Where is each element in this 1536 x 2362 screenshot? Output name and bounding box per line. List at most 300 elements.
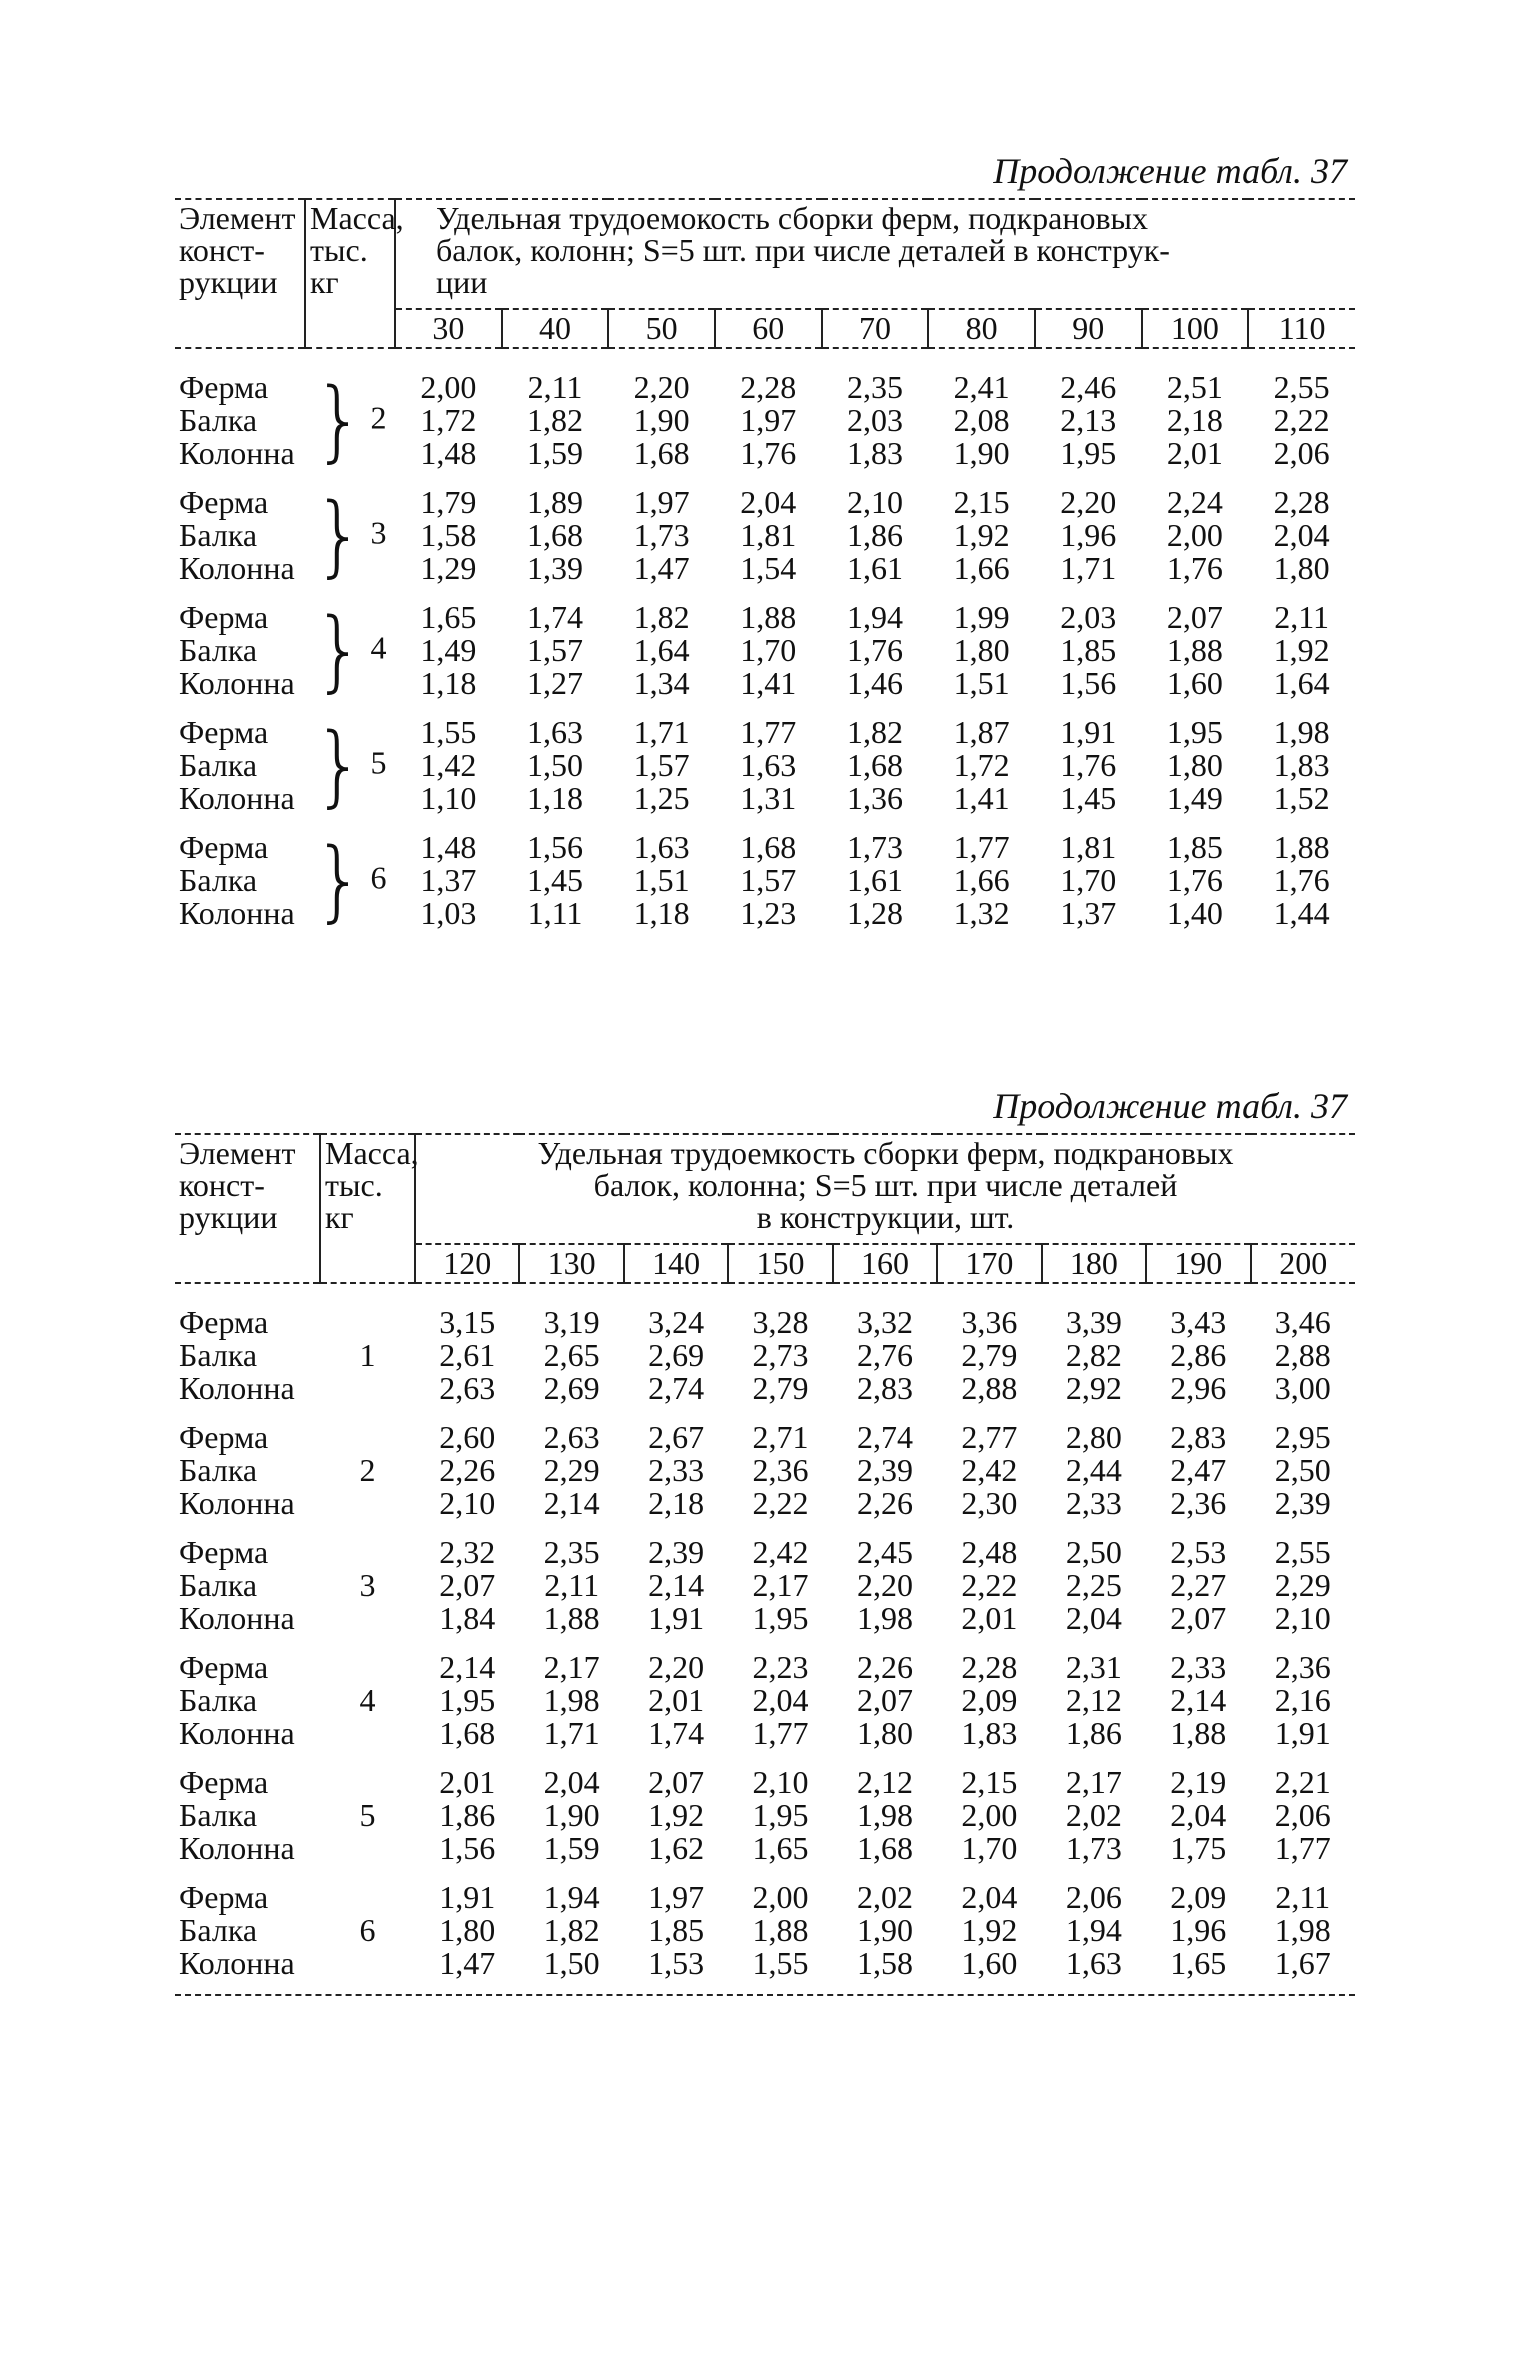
value-cell: 1,59 (543, 1830, 600, 1866)
main-header-line: Удельная трудоемокость сборки ферм, подкрановых (436, 200, 1149, 236)
value-cell: 2,76 (856, 1337, 913, 1373)
value-cell: 2,33 (1065, 1485, 1122, 1521)
value-cell: 2,42 (752, 1534, 809, 1570)
brace-symbol: } (313, 368, 365, 472)
value-cell: 1,37 (1060, 895, 1117, 931)
value-cell: 2,06 (1274, 1797, 1331, 1833)
value-cell: 1,34 (633, 665, 690, 701)
mass-group (175, 1283, 1355, 1405)
count-header-cell: 100 (1142, 309, 1249, 348)
value-cell: 2,17 (752, 1567, 809, 1603)
value-cell: 1,44 (1273, 895, 1330, 931)
value-cell: 1,68 (846, 747, 903, 783)
mass-group (175, 470, 1355, 585)
count-header-cell: 30 (395, 309, 502, 348)
element-name: Колонна (179, 1945, 295, 1981)
value-cell: 2,48 (961, 1534, 1018, 1570)
value-cell: 2,04 (1273, 517, 1330, 553)
value-cell: 2,14 (648, 1567, 705, 1603)
value-cell: 1,98 (543, 1682, 600, 1718)
value-cell: 1,50 (543, 1945, 600, 1981)
table-row (175, 1405, 1355, 1454)
count-header-cell: 180 (1042, 1244, 1146, 1283)
value-cell: 1,92 (648, 1797, 705, 1833)
value-cell: 1,92 (961, 1912, 1018, 1948)
value-cell: 2,20 (856, 1567, 913, 1603)
mass-cell (305, 700, 395, 815)
value-cell: 2,74 (648, 1370, 705, 1406)
value-cell: 2,29 (1274, 1567, 1331, 1603)
value-cell: 1,98 (856, 1797, 913, 1833)
table-1-block (175, 150, 1355, 930)
main-header (415, 1134, 1355, 1244)
value-cell: 2,06 (1273, 435, 1330, 471)
value-cell: 2,25 (1065, 1567, 1122, 1603)
value-cell: 1,25 (633, 780, 690, 816)
table-row (175, 470, 1355, 519)
value-cell: 2,24 (1166, 484, 1223, 520)
value-cell: 2,55 (1274, 1534, 1331, 1570)
value-cell: 1,97 (648, 1879, 705, 1915)
value-cell: 1,62 (648, 1830, 705, 1866)
value-cell: 1,86 (439, 1797, 496, 1833)
mass-group (175, 815, 1355, 930)
value-cell: 3,43 (1170, 1304, 1227, 1340)
value-cell: 2,17 (1065, 1764, 1122, 1800)
value-cell: 1,82 (543, 1912, 600, 1948)
value-cell: 2,10 (439, 1485, 496, 1521)
value-cell: 1,51 (633, 862, 690, 898)
value-cell: 2,83 (1170, 1419, 1227, 1455)
value-cell: 1,83 (1273, 747, 1330, 783)
value-cell: 1,54 (740, 550, 797, 586)
value-cell: 1,64 (633, 632, 690, 668)
value-cell: 1,76 (740, 435, 797, 471)
value-cell: 1,88 (1170, 1715, 1227, 1751)
value-cell: 1,56 (439, 1830, 496, 1866)
value-cell: 2,04 (1065, 1600, 1122, 1636)
value-cell: 2,11 (1275, 1879, 1331, 1915)
value-cell: 2,46 (1060, 369, 1117, 405)
value-cell: 2,95 (1274, 1419, 1331, 1455)
value-cell: 2,07 (1166, 599, 1223, 635)
value-cell: 2,82 (1065, 1337, 1122, 1373)
element-name: Колонна (179, 435, 295, 471)
value-cell: 2,13 (1060, 402, 1117, 438)
mass-group (175, 1405, 1355, 1520)
value-cell: 2,36 (1170, 1485, 1227, 1521)
value-cell: 1,68 (633, 435, 690, 471)
value-cell: 1,61 (846, 550, 903, 586)
value-cell: 1,76 (1060, 747, 1117, 783)
value-cell: 1,85 (1060, 632, 1117, 668)
value-cell: 1,98 (856, 1600, 913, 1636)
value-cell: 1,97 (740, 402, 797, 438)
value-cell: 2,11 (1274, 599, 1330, 635)
value-cell: 2,39 (856, 1452, 913, 1488)
value-cell: 1,76 (1273, 862, 1330, 898)
value-cell: 1,58 (420, 517, 477, 553)
value-cell: 1,57 (526, 632, 583, 668)
mass-value: 5 (359, 1797, 376, 1833)
value-cell: 1,59 (526, 435, 583, 471)
value-cell: 1,71 (543, 1715, 600, 1751)
bottom-rule (175, 1994, 1355, 1996)
mass-cell (320, 1283, 415, 1405)
value-cell: 1,46 (846, 665, 903, 701)
value-cell: 1,41 (740, 665, 797, 701)
value-cell: 2,04 (543, 1764, 600, 1800)
value-cell: 1,70 (961, 1830, 1018, 1866)
table-row (175, 1865, 1355, 1914)
brace-symbol: } (313, 598, 365, 702)
count-header-cell: 190 (1146, 1244, 1250, 1283)
element-name: Балка (179, 747, 258, 783)
value-cell: 2,45 (856, 1534, 913, 1570)
value-cell: 2,06 (1065, 1879, 1122, 1915)
mass-value: 1 (359, 1337, 376, 1373)
table-row (175, 585, 1355, 634)
value-cell: 1,58 (856, 1945, 913, 1981)
value-cell: 1,98 (1274, 1912, 1331, 1948)
value-cell: 1,70 (740, 632, 797, 668)
value-cell: 1,63 (633, 829, 690, 865)
value-cell: 1,39 (526, 550, 583, 586)
value-cell: 1,47 (633, 550, 690, 586)
value-cell: 2,61 (439, 1337, 496, 1373)
table-row (175, 700, 1355, 749)
value-cell: 2,65 (543, 1337, 600, 1373)
mass-cell (305, 470, 395, 585)
value-cell: 2,83 (856, 1370, 913, 1406)
element-name: Балка (179, 1912, 258, 1948)
value-cell: 1,86 (846, 517, 903, 553)
value-cell: 2,11 (527, 369, 583, 405)
value-cell: 2,80 (1065, 1419, 1122, 1455)
value-cell: 2,10 (1274, 1600, 1331, 1636)
value-cell: 2,18 (1166, 402, 1223, 438)
value-cell: 1,61 (846, 862, 903, 898)
value-cell: 1,71 (1060, 550, 1117, 586)
value-cell: 2,73 (752, 1337, 809, 1373)
value-cell: 2,00 (420, 369, 477, 405)
mass-cell (305, 348, 395, 470)
value-cell: 2,42 (961, 1452, 1018, 1488)
value-cell: 1,65 (752, 1830, 809, 1866)
main-header-line: в конструкции, шт. (756, 1199, 1015, 1235)
value-cell: 1,63 (1065, 1945, 1122, 1981)
value-cell: 2,26 (856, 1649, 913, 1685)
value-cell: 3,00 (1274, 1370, 1331, 1406)
value-cell: 2,26 (439, 1452, 496, 1488)
count-header-cell: 120 (415, 1244, 519, 1283)
value-cell: 2,20 (633, 369, 690, 405)
value-cell: 2,30 (961, 1485, 1018, 1521)
value-cell: 1,65 (420, 599, 477, 635)
value-cell: 2,02 (856, 1879, 913, 1915)
value-cell: 2,16 (1274, 1682, 1331, 1718)
element-name: Ферма (179, 599, 269, 635)
value-cell: 3,36 (961, 1304, 1018, 1340)
table-2-block (175, 1085, 1355, 1996)
main-header-line: балок, колонн; S=5 шт. при числе деталей в конструк- (436, 232, 1170, 268)
value-cell: 1,99 (953, 599, 1010, 635)
value-cell: 1,80 (439, 1912, 496, 1948)
mass-value: 4 (370, 628, 387, 665)
element-header-line: конст- (179, 232, 265, 268)
value-cell: 2,00 (752, 1879, 809, 1915)
value-cell: 2,01 (1166, 435, 1223, 471)
element-header-line: рукции (179, 264, 278, 300)
value-cell: 1,68 (740, 829, 797, 865)
value-cell: 2,96 (1170, 1370, 1227, 1406)
value-cell: 2,77 (961, 1419, 1018, 1455)
value-cell: 2,14 (543, 1485, 600, 1521)
mass-group (175, 348, 1355, 470)
element-name: Балка (179, 402, 258, 438)
element-name: Колонна (179, 1370, 295, 1406)
value-cell: 1,68 (856, 1830, 913, 1866)
mass-header (320, 1134, 419, 1283)
mass-cell (305, 815, 395, 930)
value-cell: 2,18 (648, 1485, 705, 1521)
value-cell: 3,19 (543, 1304, 600, 1340)
value-cell: 2,88 (1274, 1337, 1331, 1373)
element-name: Колонна (179, 550, 295, 586)
element-name: Балка (179, 1682, 258, 1718)
mass-group (175, 1635, 1355, 1750)
count-header-cell: 60 (715, 309, 822, 348)
value-cell: 1,90 (856, 1912, 913, 1948)
value-cell: 2,20 (648, 1649, 705, 1685)
table-row (175, 1635, 1355, 1684)
value-cell: 1,73 (633, 517, 690, 553)
element-name: Колонна (179, 1715, 295, 1751)
value-cell: 1,73 (846, 829, 903, 865)
value-cell: 2,10 (752, 1764, 809, 1800)
table-row (175, 815, 1355, 864)
value-cell: 1,65 (1170, 1945, 1227, 1981)
value-cell: 1,79 (420, 484, 477, 520)
value-cell: 1,95 (1166, 714, 1223, 750)
value-cell: 1,45 (526, 862, 583, 898)
value-cell: 1,91 (1060, 714, 1117, 750)
count-header-cell: 170 (937, 1244, 1041, 1283)
value-cell: 1,80 (1273, 550, 1330, 586)
value-cell: 1,77 (740, 714, 797, 750)
value-cell: 2,26 (856, 1485, 913, 1521)
value-cell: 2,04 (740, 484, 797, 520)
value-cell: 2,92 (1065, 1370, 1122, 1406)
value-cell: 1,67 (1274, 1945, 1331, 1981)
element-name: Балка (179, 1567, 258, 1603)
value-cell: 2,86 (1170, 1337, 1227, 1373)
main-header-line: Удельная трудоемкость сборки ферм, подкрановых (537, 1135, 1234, 1171)
count-header-cell: 90 (1035, 309, 1142, 348)
table-1-caption: Продолжение табл. 37 (993, 151, 1347, 191)
brace-symbol: } (313, 828, 365, 932)
element-name: Балка (179, 1337, 258, 1373)
value-cell: 1,84 (439, 1600, 496, 1636)
value-cell: 1,82 (526, 402, 583, 438)
count-header-cell: 150 (728, 1244, 832, 1283)
mass-cell (320, 1635, 415, 1750)
value-cell: 2,22 (752, 1485, 809, 1521)
value-cell: 1,83 (846, 435, 903, 471)
value-cell: 1,32 (953, 895, 1010, 931)
main-header (395, 199, 1355, 309)
value-cell: 2,17 (543, 1649, 600, 1685)
mass-value: 6 (370, 858, 387, 895)
count-header-cell: 200 (1251, 1244, 1356, 1283)
value-cell: 1,27 (526, 665, 583, 701)
element-name: Колонна (179, 1830, 295, 1866)
element-name: Ферма (179, 1879, 269, 1915)
value-cell: 1,94 (1065, 1912, 1122, 1948)
value-cell: 2,23 (752, 1649, 809, 1685)
value-cell: 1,76 (1166, 862, 1223, 898)
value-cell: 1,88 (543, 1600, 600, 1636)
value-cell: 2,01 (648, 1682, 705, 1718)
table-row (175, 1750, 1355, 1799)
value-cell: 2,01 (439, 1764, 496, 1800)
value-cell: 1,81 (740, 517, 797, 553)
value-cell: 1,95 (439, 1682, 496, 1718)
element-name: Колонна (179, 1600, 295, 1636)
value-cell: 1,56 (526, 829, 583, 865)
value-cell: 2,53 (1170, 1534, 1227, 1570)
value-cell: 2,20 (1060, 484, 1117, 520)
value-cell: 2,04 (1170, 1797, 1227, 1833)
mass-value: 5 (370, 743, 387, 780)
element-name: Ферма (179, 1764, 269, 1800)
value-cell: 2,67 (648, 1419, 705, 1455)
value-cell: 1,66 (953, 862, 1010, 898)
value-cell: 1,64 (1273, 665, 1330, 701)
value-cell: 1,92 (1273, 632, 1330, 668)
element-name: Балка (179, 632, 258, 668)
value-cell: 1,82 (846, 714, 903, 750)
value-cell: 1,82 (633, 599, 690, 635)
value-cell: 2,63 (543, 1419, 600, 1455)
element-name: Ферма (179, 1419, 269, 1455)
value-cell: 1,98 (1273, 714, 1330, 750)
value-cell: 2,69 (543, 1370, 600, 1406)
value-cell: 1,89 (526, 484, 583, 520)
mass-value: 4 (359, 1682, 376, 1718)
value-cell: 2,10 (846, 484, 903, 520)
element-name: Ферма (179, 1304, 269, 1340)
value-cell: 1,49 (1166, 780, 1223, 816)
value-cell: 3,46 (1274, 1304, 1331, 1340)
value-cell: 2,32 (439, 1534, 496, 1570)
value-cell: 1,18 (526, 780, 583, 816)
value-cell: 1,48 (420, 829, 477, 865)
value-cell: 1,85 (648, 1912, 705, 1948)
value-cell: 2,33 (1170, 1649, 1227, 1685)
value-cell: 1,23 (740, 895, 797, 931)
value-cell: 1,42 (420, 747, 477, 783)
value-cell: 1,80 (953, 632, 1010, 668)
count-header-cell: 70 (822, 309, 929, 348)
value-cell: 2,15 (953, 484, 1010, 520)
value-cell: 2,55 (1273, 369, 1330, 405)
value-cell: 2,07 (648, 1764, 705, 1800)
value-cell: 2,50 (1065, 1534, 1122, 1570)
element-header (175, 199, 305, 348)
value-cell: 1,28 (846, 895, 903, 931)
value-cell: 1,52 (1273, 780, 1330, 816)
value-cell: 2,39 (648, 1534, 705, 1570)
element-name: Балка (179, 517, 258, 553)
value-cell: 1,94 (846, 599, 903, 635)
value-cell: 2,22 (1273, 402, 1330, 438)
value-cell: 1,91 (439, 1879, 496, 1915)
mass-group (175, 1520, 1355, 1635)
element-name: Балка (179, 1452, 258, 1488)
value-cell: 1,88 (1273, 829, 1330, 865)
value-cell: 1,40 (1166, 895, 1223, 931)
value-cell: 1,81 (1060, 829, 1117, 865)
mass-cell (305, 585, 395, 700)
mass-header-line: тыс. (325, 1167, 383, 1203)
value-cell: 2,28 (1273, 484, 1330, 520)
value-cell: 1,97 (633, 484, 690, 520)
mass-header-line: тыс. (310, 232, 368, 268)
brace-symbol: } (313, 483, 365, 587)
count-header-cell: 160 (833, 1244, 937, 1283)
value-cell: 1,55 (420, 714, 477, 750)
value-cell: 1,48 (420, 435, 477, 471)
element-header-line: Элемент (179, 1135, 296, 1171)
value-cell: 2,12 (1065, 1682, 1122, 1718)
value-cell: 1,77 (752, 1715, 809, 1751)
value-cell: 3,15 (439, 1304, 496, 1340)
count-header-cell: 50 (608, 309, 715, 348)
value-cell: 2,19 (1170, 1764, 1227, 1800)
value-cell: 1,71 (633, 714, 690, 750)
value-cell: 1,45 (1060, 780, 1117, 816)
main-header-line: ции (436, 264, 488, 300)
value-cell: 1,74 (526, 599, 583, 635)
mass-value: 3 (359, 1567, 376, 1603)
value-cell: 1,77 (1274, 1830, 1331, 1866)
value-cell: 1,37 (420, 862, 477, 898)
mass-cell (320, 1750, 415, 1865)
value-cell: 2,12 (856, 1764, 913, 1800)
value-cell: 1,74 (648, 1715, 705, 1751)
brace-symbol: } (313, 713, 365, 817)
value-cell: 1,47 (439, 1945, 496, 1981)
value-cell: 1,94 (543, 1879, 600, 1915)
value-cell: 2,51 (1166, 369, 1223, 405)
mass-value: 6 (359, 1912, 376, 1948)
mass-header-line: Масса, (310, 200, 404, 236)
element-name: Балка (179, 862, 258, 898)
value-cell: 1,76 (1166, 550, 1223, 586)
value-cell: 2,28 (961, 1649, 1018, 1685)
value-cell: 1,80 (856, 1715, 913, 1751)
mass-group (175, 585, 1355, 700)
value-cell: 2,07 (1170, 1600, 1227, 1636)
mass-value: 2 (359, 1452, 376, 1488)
value-cell: 1,51 (953, 665, 1010, 701)
value-cell: 2,09 (1170, 1879, 1227, 1915)
value-cell: 2,29 (543, 1452, 600, 1488)
value-cell: 2,08 (953, 402, 1010, 438)
value-cell: 1,92 (953, 517, 1010, 553)
value-cell: 1,91 (1274, 1715, 1331, 1751)
